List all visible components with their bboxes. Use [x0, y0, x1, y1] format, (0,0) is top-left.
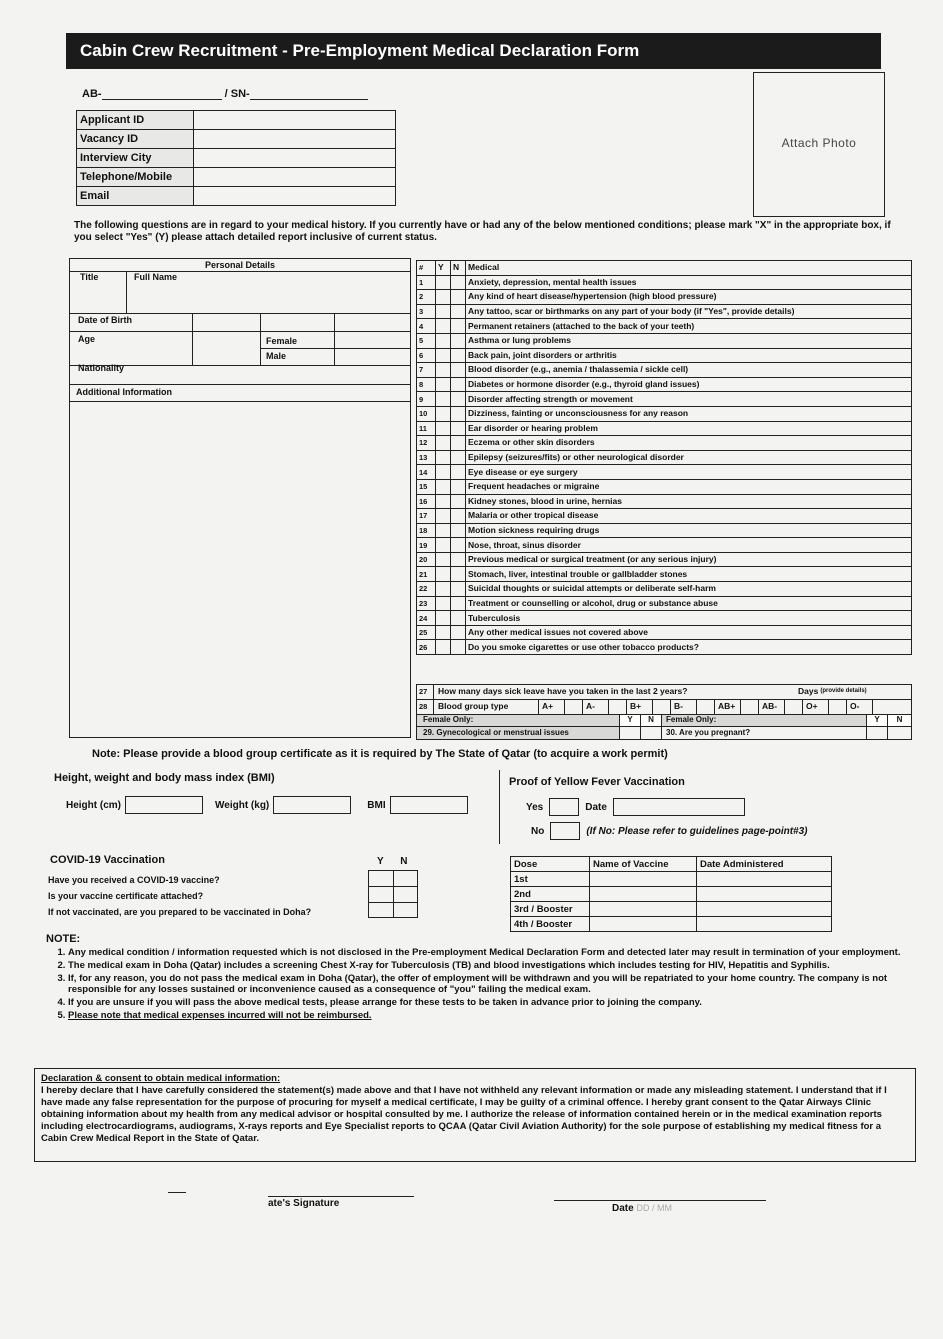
note-item: 5. Please note that medical expenses incurred will not be reimbursed. [68, 1010, 914, 1021]
medical-row-num: 15 [417, 479, 436, 494]
medical-row [417, 333, 912, 348]
vax-row-label: 2nd [511, 887, 590, 902]
medical-row-y[interactable] [436, 319, 451, 334]
medical-row-text: Kidney stones, blood in urine, hernias [466, 494, 912, 509]
medical-row-y[interactable] [436, 348, 451, 363]
female-only-label-2: Female Only: [661, 715, 866, 726]
row-27-days-field[interactable] [738, 685, 798, 699]
medical-row-text: Tuberculosis [466, 611, 912, 626]
bmi-label: BMI [367, 799, 386, 811]
note-item: 2. The medical exam in Doha (Qatar) includes a screening Chest X-ray for Tuberculosis (TB) and blood investigations which includes testing for HIV, Hepatitis and Syphilis. [68, 960, 914, 971]
medical-row-n[interactable] [451, 363, 466, 378]
medical-row-n[interactable] [451, 509, 466, 524]
medical-row [417, 436, 912, 451]
female-only-label-1: Female Only: [423, 715, 474, 724]
medical-row-num: 11 [417, 421, 436, 436]
col-n-header: N [451, 261, 466, 276]
medical-row-num: 22 [417, 582, 436, 597]
blood-group-label: B+ [626, 700, 652, 714]
medical-row-text: Back pain, joint disorders or arthritis [466, 348, 912, 363]
declaration-text: I hereby declare that I have carefully considered the statement(s) made above and that I have not withheld any relevant information or made any misleading statement. I understand that if I have made any false representation for the purpose of procuring for myself a medical certificate, I may be guilty of a criminal offence. I hereby grant consent to the Qatar Airways Clinic obtaining information about my health from any medical advisor or hospital consulted by me. I authorize the release of information contained herein or in the medical examination reports including electrocardiograms, audiograms, X-rays reports and Eye Specialist reports to QCAA (Qatar Civil Aviation Authority) for the sole purpose of establishing my medical fitness for a Cabin Crew Medical Report in the State of Qatar. [41, 1085, 887, 1144]
medical-row-n[interactable] [451, 625, 466, 640]
medical-row-num: 3 [417, 304, 436, 319]
medical-row-text: Epilepsy (seizures/fits) or other neurological disorder [466, 450, 912, 465]
medical-row [417, 494, 912, 509]
medical-row [417, 421, 912, 436]
yf-date-field[interactable] [613, 798, 745, 816]
medical-row [417, 392, 912, 407]
covid-y-header: Y [377, 856, 384, 867]
medical-row [417, 640, 912, 655]
medical-history-table [416, 260, 912, 655]
medical-row-y[interactable] [436, 567, 451, 582]
medical-row [417, 304, 912, 319]
date-hint: DD / MM [636, 1203, 672, 1213]
medical-row-text: Disorder affecting strength or movement [466, 392, 912, 407]
attach-photo-box[interactable] [753, 72, 885, 217]
col-medical-header: Medical [466, 261, 912, 276]
vax-name-cell[interactable] [590, 887, 697, 902]
blood-group-label: AB+ [714, 700, 740, 714]
medical-row-n[interactable] [451, 304, 466, 319]
medical-row-num: 2 [417, 290, 436, 305]
medical-row-y[interactable] [436, 290, 451, 305]
medical-row-text: Any tattoo, scar or birthmarks on any part of your body (if "Yes", provide details) [466, 304, 912, 319]
medical-row-text: Asthma or lung problems [466, 333, 912, 348]
medical-row-n[interactable] [451, 436, 466, 451]
medical-row-num: 17 [417, 509, 436, 524]
row-27-days: Days [798, 686, 819, 696]
medical-row-text: Permanent retainers (attached to the back of your teeth) [466, 319, 912, 334]
medical-row-n[interactable] [451, 494, 466, 509]
yellow-fever-yes-row [526, 798, 745, 816]
covid-q3: If not vaccinated, are you prepared to be vaccinated in Doha? [48, 907, 312, 917]
medical-row-num: 24 [417, 611, 436, 626]
vax-date-cell[interactable] [697, 902, 832, 917]
medical-row-text: Suicidal thoughts or suicidal attempts or deliberate self-harm [466, 582, 912, 597]
medical-row [417, 377, 912, 392]
row-27-text: How many days sick leave have you taken in the last 2 years? [433, 685, 738, 699]
male-label: Male [266, 351, 287, 361]
row-29-30 [416, 727, 912, 740]
medical-row-n[interactable] [451, 582, 466, 597]
blood-group-label: O- [846, 700, 872, 714]
telephone-label: Telephone/Mobile [77, 168, 194, 187]
medical-row-text: Blood disorder (e.g., anemia / thalassemia / sickle cell) [466, 363, 912, 378]
sn-label: / SN- [224, 88, 250, 100]
medical-row-n[interactable] [451, 406, 466, 421]
height-field[interactable] [125, 796, 203, 814]
note-item: 1. Any medical condition / information requested which is not disclosed in the Pre-employment Medical Declaration Form and detected later may result in termination of your employment. [68, 947, 914, 958]
personal-details-header: Personal Details [70, 259, 410, 272]
vax-dose-header: Dose [511, 857, 590, 872]
medical-row-y[interactable] [436, 596, 451, 611]
applicant-id-table [76, 110, 396, 206]
vaccine-table [510, 856, 832, 932]
medical-row-text: Previous medical or surgical treatment (or any serious injury) [466, 552, 912, 567]
medical-row-n[interactable] [451, 333, 466, 348]
blood-group-checkbox[interactable] [740, 700, 758, 714]
medical-row-y[interactable] [436, 538, 451, 553]
blood-group-checkbox[interactable] [608, 700, 626, 714]
medical-row-n[interactable] [451, 567, 466, 582]
medical-row [417, 611, 912, 626]
covid-q2: Is your vaccine certificate attached? [48, 891, 204, 901]
height-label: Height (cm) [66, 799, 121, 811]
medical-row-n[interactable] [451, 596, 466, 611]
medical-row-y[interactable] [436, 333, 451, 348]
blood-group-label: O+ [802, 700, 828, 714]
fo-n-2: N [887, 715, 911, 726]
medical-row-text: Do you smoke cigarettes or use other tobacco products? [466, 640, 912, 655]
medical-row-text: Anxiety, depression, mental health issues [466, 275, 912, 290]
bmi-field[interactable] [390, 796, 468, 814]
medical-row-n[interactable] [451, 450, 466, 465]
note-item: 4. If you are unsure if you will pass the above medical tests, please arrange for these tests to be taken in advance prior to joining the company. [68, 997, 914, 1008]
medical-row-text: Eczema or other skin disorders [466, 436, 912, 451]
blood-group-cells [538, 700, 911, 714]
medical-row-num: 8 [417, 377, 436, 392]
medical-row-y[interactable] [436, 450, 451, 465]
medical-row [417, 567, 912, 582]
interview-city-label: Interview City [77, 149, 194, 168]
vax-name-cell[interactable] [590, 917, 697, 932]
medical-row-num: 20 [417, 552, 436, 567]
medical-row-n[interactable] [451, 319, 466, 334]
medical-row [417, 275, 912, 290]
vax-name-cell[interactable] [590, 872, 697, 887]
vacancy-id-field[interactable] [194, 130, 396, 149]
medical-row-num: 21 [417, 567, 436, 582]
interview-city-field[interactable] [194, 149, 396, 168]
yf-no-note: (If No: Please refer to guidelines page-point#3) [586, 825, 808, 837]
medical-row-num: 5 [417, 333, 436, 348]
nationality-label: Nationality [78, 363, 125, 373]
personal-details-panel [69, 258, 411, 738]
medical-row [417, 290, 912, 305]
medical-row [417, 538, 912, 553]
ab-label: AB- [82, 88, 102, 100]
sn-field[interactable] [250, 89, 368, 100]
medical-row-text: Any kind of heart disease/hypertension (high blood pressure) [466, 290, 912, 305]
notes-title: NOTE: [46, 933, 81, 945]
medical-row-y[interactable] [436, 509, 451, 524]
medical-row-text: Stomach, liver, intestinal trouble or gallbladder stones [466, 567, 912, 582]
medical-row [417, 348, 912, 363]
col-num-header: # [417, 261, 436, 276]
medical-row-text: Diabetes or hormone disorder (e.g., thyroid gland issues) [466, 377, 912, 392]
medical-row [417, 319, 912, 334]
medical-row-n[interactable] [451, 290, 466, 305]
medical-row [417, 450, 912, 465]
medical-row-y[interactable] [436, 582, 451, 597]
vax-date-cell[interactable] [697, 872, 832, 887]
medical-row-num: 12 [417, 436, 436, 451]
medical-row-y[interactable] [436, 304, 451, 319]
medical-row-n[interactable] [451, 377, 466, 392]
row-29-y[interactable] [619, 727, 640, 739]
row-28-text: Blood group type [433, 700, 538, 714]
date-label-text: Date [612, 1203, 634, 1214]
medical-row-num: 10 [417, 406, 436, 421]
medical-row [417, 479, 912, 494]
fo-y-2: Y [866, 715, 887, 726]
medical-row-num: 25 [417, 625, 436, 640]
vax-date-cell[interactable] [697, 887, 832, 902]
medical-row-y[interactable] [436, 392, 451, 407]
medical-row-num: 13 [417, 450, 436, 465]
section-divider [499, 770, 500, 844]
row-30-text: 30. Are you pregnant? [661, 727, 866, 739]
blood-group-checkbox[interactable] [652, 700, 670, 714]
fo-n-1: N [640, 715, 661, 726]
signature-label: ate's Signature [268, 1198, 340, 1209]
covid-n-header: N [400, 856, 408, 867]
form-title: Cabin Crew Recruitment - Pre-Employment Medical Declaration Form [66, 33, 881, 69]
medical-row [417, 625, 912, 640]
medical-row [417, 363, 912, 378]
medical-row-y[interactable] [436, 377, 451, 392]
declaration-title: Declaration & consent to obtain medical information: [41, 1073, 281, 1084]
row-27-num: 27 [419, 687, 428, 696]
row-29-n[interactable] [640, 727, 661, 739]
medical-row-text: Treatment or counselling or alcohol, drug or substance abuse [466, 596, 912, 611]
medical-row [417, 406, 912, 421]
medical-row-n[interactable] [451, 392, 466, 407]
additional-info-area[interactable] [72, 403, 408, 733]
medical-row-n[interactable] [451, 552, 466, 567]
yellow-fever-no-row [531, 822, 808, 840]
medical-extra-rows [416, 684, 912, 740]
col-y-header: Y [436, 261, 451, 276]
medical-row [417, 582, 912, 597]
medical-row-num: 1 [417, 275, 436, 290]
yellow-fever-title: Proof of Yellow Fever Vaccination [509, 776, 685, 788]
medical-row-y[interactable] [436, 363, 451, 378]
email-field[interactable] [194, 187, 396, 206]
medical-row-num: 7 [417, 363, 436, 378]
blood-group-checkbox[interactable] [564, 700, 582, 714]
declaration-box [34, 1068, 916, 1162]
weight-label: Weight (kg) [215, 799, 270, 811]
yf-no-checkbox[interactable] [550, 822, 580, 840]
row-29-text: 29. Gynecological or menstrual issues [417, 727, 619, 739]
medical-row-num: 4 [417, 319, 436, 334]
age-label: Age [78, 334, 96, 344]
medical-row-y[interactable] [436, 611, 451, 626]
intro-text: The following questions are in regard to your medical history. If you currently have or had any of the below mentioned conditions; please mark "X" in the appropriate box, if you select "Yes" (Y) please attach detailed report inclusive of current status. [74, 220, 891, 243]
blood-group-label: A+ [538, 700, 564, 714]
bmi-title: Height, weight and body mass index (BMI) [54, 772, 275, 784]
medical-row-n[interactable] [451, 421, 466, 436]
row-28 [416, 700, 912, 715]
blood-group-checkbox[interactable] [872, 700, 890, 714]
notes-section [46, 934, 914, 1023]
row-30-y[interactable] [866, 727, 887, 739]
applicant-id-label: Applicant ID [77, 111, 194, 130]
medical-row [417, 523, 912, 538]
blood-group-checkbox[interactable] [828, 700, 846, 714]
medical-row-n[interactable] [451, 611, 466, 626]
medical-row-text: Malaria or other tropical disease [466, 509, 912, 524]
medical-row-num: 26 [417, 640, 436, 655]
vax-row-label: 1st [511, 872, 590, 887]
medical-row-n[interactable] [451, 640, 466, 655]
medical-row-num: 6 [417, 348, 436, 363]
date-line[interactable] [554, 1200, 766, 1201]
medical-row-y[interactable] [436, 421, 451, 436]
blood-group-label: A- [582, 700, 608, 714]
medical-row-text: Any other medical issues not covered above [466, 625, 912, 640]
female-label: Female [266, 336, 298, 346]
vax-row-label: 4th / Booster [511, 917, 590, 932]
medical-row-n[interactable] [451, 465, 466, 480]
medical-row-num: 19 [417, 538, 436, 553]
vax-row-label: 3rd / Booster [511, 902, 590, 917]
dob-label: Date of Birth [78, 315, 132, 325]
covid-title: COVID-19 Vaccination [50, 854, 165, 866]
applicant-id-field[interactable] [194, 111, 396, 130]
medical-row-num: 23 [417, 596, 436, 611]
yf-yes-checkbox[interactable] [549, 798, 579, 816]
row-30-n[interactable] [887, 727, 911, 739]
bmi-row [66, 796, 468, 814]
row-28-num: 28 [419, 702, 428, 711]
yf-yes-label: Yes [526, 801, 544, 813]
medical-row-num: 14 [417, 465, 436, 480]
fo-y-1: Y [619, 715, 640, 726]
medical-row-n[interactable] [451, 538, 466, 553]
medical-row-y[interactable] [436, 494, 451, 509]
medical-row-num: 16 [417, 494, 436, 509]
blood-group-checkbox[interactable] [696, 700, 714, 714]
vax-date-header: Date Administered [697, 857, 832, 872]
blood-group-label: B- [670, 700, 696, 714]
covid-q1: Have you received a COVID-19 vaccine? [48, 875, 220, 885]
note-item: 3. If, for any reason, you do not pass the medical exam in Doha (Qatar), the offer of employment will be withdrawn and you will be repatriated to your home country. The company is not responsible for any losses sustained or inconvenience caused as a consequence of "you" failing the medical exam. [68, 973, 914, 995]
medical-row [417, 552, 912, 567]
medical-row-y[interactable] [436, 275, 451, 290]
medical-row [417, 509, 912, 524]
medical-row-n[interactable] [451, 479, 466, 494]
vax-name-cell[interactable] [590, 902, 697, 917]
yf-date-label: Date [585, 801, 607, 813]
full-name-label: Full Name [134, 272, 178, 282]
title-label: Title [80, 272, 99, 282]
vax-name-header: Name of Vaccine [590, 857, 697, 872]
female-only-row [416, 715, 912, 727]
medical-row-n[interactable] [451, 348, 466, 363]
medical-row [417, 596, 912, 611]
medical-row-y[interactable] [436, 523, 451, 538]
medical-row-text: Frequent headaches or migraine [466, 479, 912, 494]
vax-date-cell[interactable] [697, 917, 832, 932]
medical-row-y[interactable] [436, 406, 451, 421]
telephone-field[interactable] [194, 168, 396, 187]
medical-row-y[interactable] [436, 640, 451, 655]
medical-row-n[interactable] [451, 275, 466, 290]
medical-row-n[interactable] [451, 523, 466, 538]
blood-group-note: Note: Please provide a blood group certificate as it is required by The State of Qatar (to acquire a work permit) [92, 748, 668, 760]
weight-field[interactable] [273, 796, 351, 814]
medical-row-y[interactable] [436, 625, 451, 640]
vacancy-id-label: Vacancy ID [77, 130, 194, 149]
row-27 [416, 684, 912, 700]
email-label: Email [77, 187, 194, 206]
medical-row-y[interactable] [436, 479, 451, 494]
medical-row [417, 465, 912, 480]
row-27-days-note: (provide details) [820, 688, 867, 694]
additional-info-label: Additional Information [76, 387, 172, 397]
medical-row-num: 18 [417, 523, 436, 538]
medical-row-text: Motion sickness requiring drugs [466, 523, 912, 538]
medical-row-y[interactable] [436, 465, 451, 480]
covid-questions [48, 872, 311, 920]
date-label [612, 1203, 672, 1214]
covid-yn-header [377, 856, 408, 867]
attach-photo-label: Attach Photo [781, 136, 857, 150]
medical-row-text: Ear disorder or hearing problem [466, 421, 912, 436]
medical-row-y[interactable] [436, 436, 451, 451]
blood-group-checkbox[interactable] [784, 700, 802, 714]
medical-row-num: 9 [417, 392, 436, 407]
medical-row-text: Eye disease or eye surgery [466, 465, 912, 480]
ab-sn-line [82, 88, 368, 100]
covid-answer-grid[interactable] [368, 870, 418, 918]
medical-row-y[interactable] [436, 552, 451, 567]
medical-row-text: Dizziness, fainting or unconsciousness for any reason [466, 406, 912, 421]
ab-field[interactable] [102, 89, 222, 100]
blood-group-label: AB- [758, 700, 784, 714]
signature-line[interactable] [268, 1196, 414, 1197]
yf-no-label: No [531, 825, 545, 837]
medical-row-text: Nose, throat, sinus disorder [466, 538, 912, 553]
